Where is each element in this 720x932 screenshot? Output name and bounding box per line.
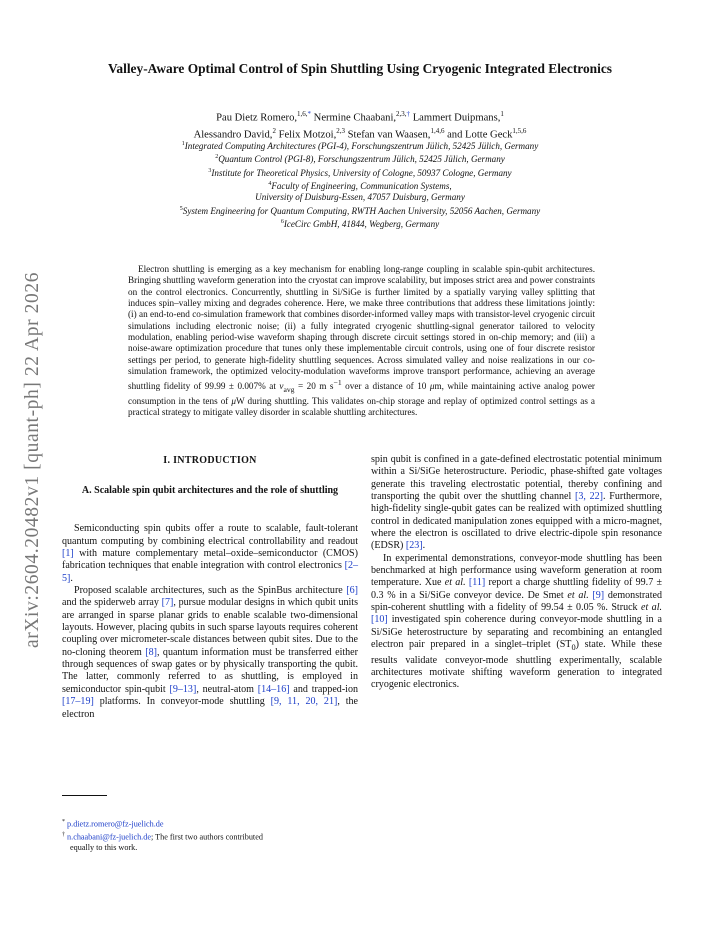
abstract [128, 264, 595, 418]
footnote-line: equally to this work. [70, 843, 138, 853]
affiliation-line: $^3$Institute for Theoretical Physics, University of Cologne, 50937 Cologne, Germany [208, 167, 512, 178]
abstract-text: Electron shuttling is emerging as a key mechanism for enabling long-range coupling in scalable spin-qubit architectures. Bringing shuttling waveform generation into the cryostat can improve scalability, but imposes strict area and power constraints on the control electronics. Concurrently, shuttling in Si/SiGe is further limited by a spatially varying valley splitting that induces spin–valley mixing and degrades coherence. Here, we make three contributions that address these limitations jointly: (i) an end-to-end co-simulation framework that combines disorder-informed valley maps with transistor-level cryogenic circuit simulations including electronic noise; (ii) a fully integrated cryogenic shuttling-signal generator tailored to velocity modulation, enabling period-wise waveform shaping through discrete circuit settings stored in on-chip memory; and (iii) a noise-aware optimization procedure that tunes only these implementable circuit controls, using one of four discrete resistor settings per period, to generate high-fidelity shuttling sequences. Across simulated valley and noise realizations in our co-simulation framework, the optimized velocity-modulation waveforms improve transport performance, achieving an average shuttling fidelity of 99.99 ± 0.007% at $v_{avg} = 20$ m $s^{-1}$ over a distance of 10 μm, while maintaining active analog power consumption in the tens of μW during shuttling. This validates on-chip storage and replay of optimized control settings as a practical strategy to mitigate valley disorder in scalable shuttling architectures. [128, 264, 596, 418]
affiliation-line: $^4$Faculty of Engineering, Communication Systems, [268, 180, 452, 192]
footnote-line: * p.dietz.romero@fz-juelich.de [62, 819, 164, 829]
section-heading: I. INTRODUCTION [163, 455, 257, 466]
affiliation-list [60, 139, 660, 230]
paper-title: Valley-Aware Optimal Control of Spin Shuttling Using Cryogenic Integrated Electronics [107, 61, 612, 76]
subsection-heading: A. Scalable spin qubit architectures and the role of shuttling [81, 485, 339, 497]
arxiv-identifier: arXiv:2604.20482v1 [quant-ph] 22 Apr 2026 [22, 271, 43, 649]
body-paragraph: Proposed scalable architectures, such as the SpinBus architecture [6] and the spiderweb array [7], pursue modular designs in which qubit units are arranged in sparse planar grids to enable scalable two-dimensional layouts. However, placing qubits in such sparse layouts requires coherent coupling over micrometer-scale distances between qubit sites. Due to the no-cloning theorem [8], quantum information must be transferred either through sequences of swap gates or by physically transporting the qubit. The latter, commonly referred to as shuttling, is employed in semiconductor spin-qubit [9–13], neutral-atom [14–16] and trapped-ion [17–19] platforms. In conveyor-mode shuttling [9, 11, 20, 21], the electron [62, 585, 359, 720]
affiliation-line: $^1$Integrated Computing Architectures (PGI-4), Forschungszentrum Jülich, 52425 Jülich, Germany [181, 141, 539, 152]
footnote-line: † n.chaabani@fz-juelich.de; The first two authors contributed [62, 832, 263, 842]
affiliation-line: University of Duisburg-Essen, 47057 Duisburg, Germany [255, 192, 465, 203]
footnote-rule [62, 795, 107, 796]
affiliation-line: $^2$Quantum Control (PGI-8), Forschungszentrum Jülich, 52425 Jülich, Germany [215, 154, 505, 165]
left-column [62, 455, 358, 721]
right-column [371, 454, 662, 692]
arxiv-sidebar-stamp [18, 250, 48, 670]
footnotes [62, 817, 358, 854]
author-line-2: Alessandro David,$^2$ Felix Motzoi,$^{2,3}$ Stefan van Waasen,$^{1,4,6}$ and Lotte Geck$^{1,5,6}$ [193, 127, 527, 141]
affiliation-line: $^6$IceCirc GmbH, 41844, Wegberg, Germany [280, 218, 440, 229]
body-paragraph: Semiconducting spin qubits offer a route to scalable, fault-tolerant quantum computing by combining electrical controllability and readout [1] with mature complementary metal–oxide–semiconductor (CMOS) fabrication techniques that enable integration with control electronics [2–5]. [62, 523, 358, 584]
author-list [60, 108, 660, 142]
body-paragraph: spin qubit is confined in a gate-defined electrostatic potential minimum within a Si/SiGe heterostructure. Periodic, phase-shifted gate voltages generate this traveling electrostatic potential, thereby confining and transporting the qubit over the shuttling channel [3, 22]. Furthermore, high-fidelity single-qubit gates can be realized with optimized shuttling control in dedicated manipulation zones equipped with a micro-magnet, where the electron is oscillated to drive electric-dipole spin resonance (EDSR) [23]. [371, 454, 662, 552]
author-line-1: Pau Dietz Romero,$^{1,6,*}$ Nermine Chaabani,$^{2,3,\dagger}$ Lammert Duipmans,$^1$ [216, 110, 504, 124]
affiliation-line: $^5$System Engineering for Quantum Computing, RWTH Aachen University, 52056 Aachen, Germany [179, 205, 541, 216]
body-paragraph: In experimental demonstrations, conveyor-mode shuttling has been benchmarked at high performance using waveform generation at room temperature. Xue et al. [11] report a charge shuttling fidelity of 99.7 ± 0.3 % in a Si/SiGe conveyor device. De Smet et al. [9] demonstrated spin-coherent shuttling with a fidelity of 99.54 ± 0.05 %. Struck et al. [10] investigated spin coherence during conveyor-mode shuttling in a Si/SiGe heterostructure by separating and recombining an entangled electron pair prepared in a singlet–triplet $(ST_0)$ state. While these results validate conveyor-mode shuttling experimentally, scalable architectures motivate shifting waveform generation to integrated cryogenic electronics. [371, 552, 662, 691]
